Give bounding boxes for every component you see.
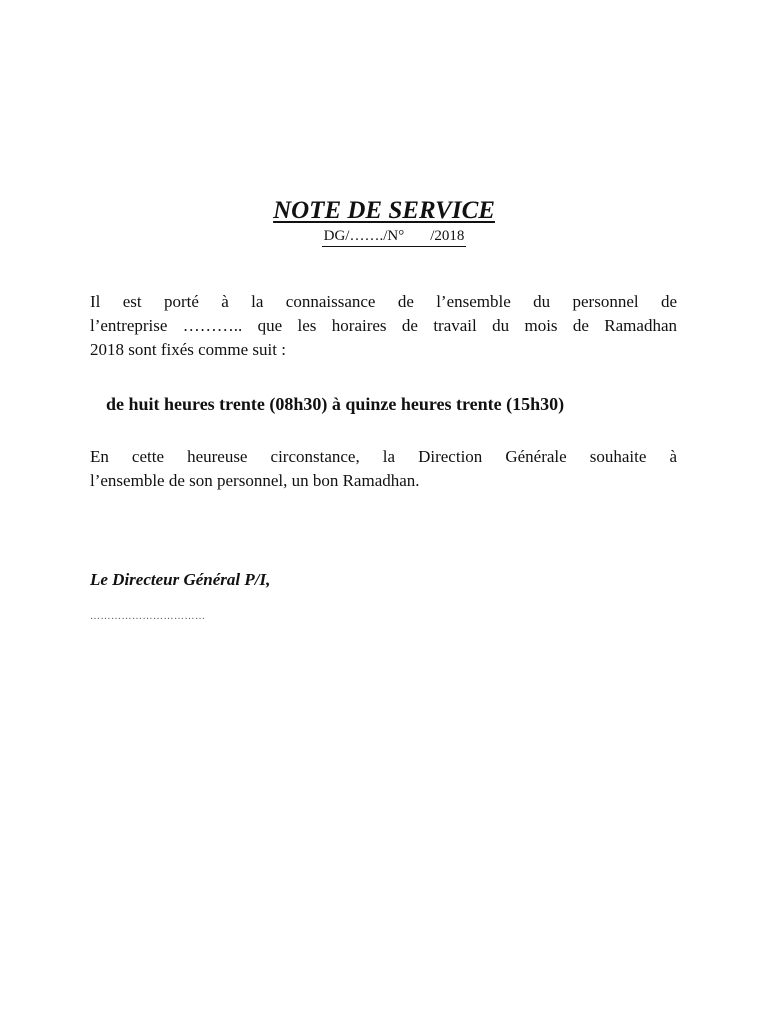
announcement-paragraph <box>90 290 677 362</box>
signatory-title: Le Directeur Général P/I, <box>90 570 271 589</box>
paragraph-line: l’ensemble de son personnel, un bon Ramadhan. <box>90 471 420 490</box>
reference-prefix: DG/……./N° <box>323 228 405 244</box>
signature-placeholder: …………………………… <box>90 611 206 622</box>
paragraph-line: Il est porté à la connaissance de l’ensemble du personnel de <box>90 292 677 311</box>
reference-line <box>322 227 467 247</box>
paragraph-line: En cette heureuse circonstance, la Direction Générale souhaite à <box>90 447 677 466</box>
document-title: NOTE DE SERVICE <box>273 197 495 224</box>
working-hours: de huit heures trente (08h30) à quinze heures trente (15h30) <box>106 394 565 414</box>
reference-year: /2018 <box>430 228 465 244</box>
paragraph-line: l’entreprise ……….. que les horaires de travail du mois de Ramadhan <box>90 316 677 335</box>
greeting-paragraph <box>90 445 677 493</box>
paragraph-line: 2018 sont fixés comme suit : <box>90 340 286 359</box>
reference-number <box>0 227 768 247</box>
